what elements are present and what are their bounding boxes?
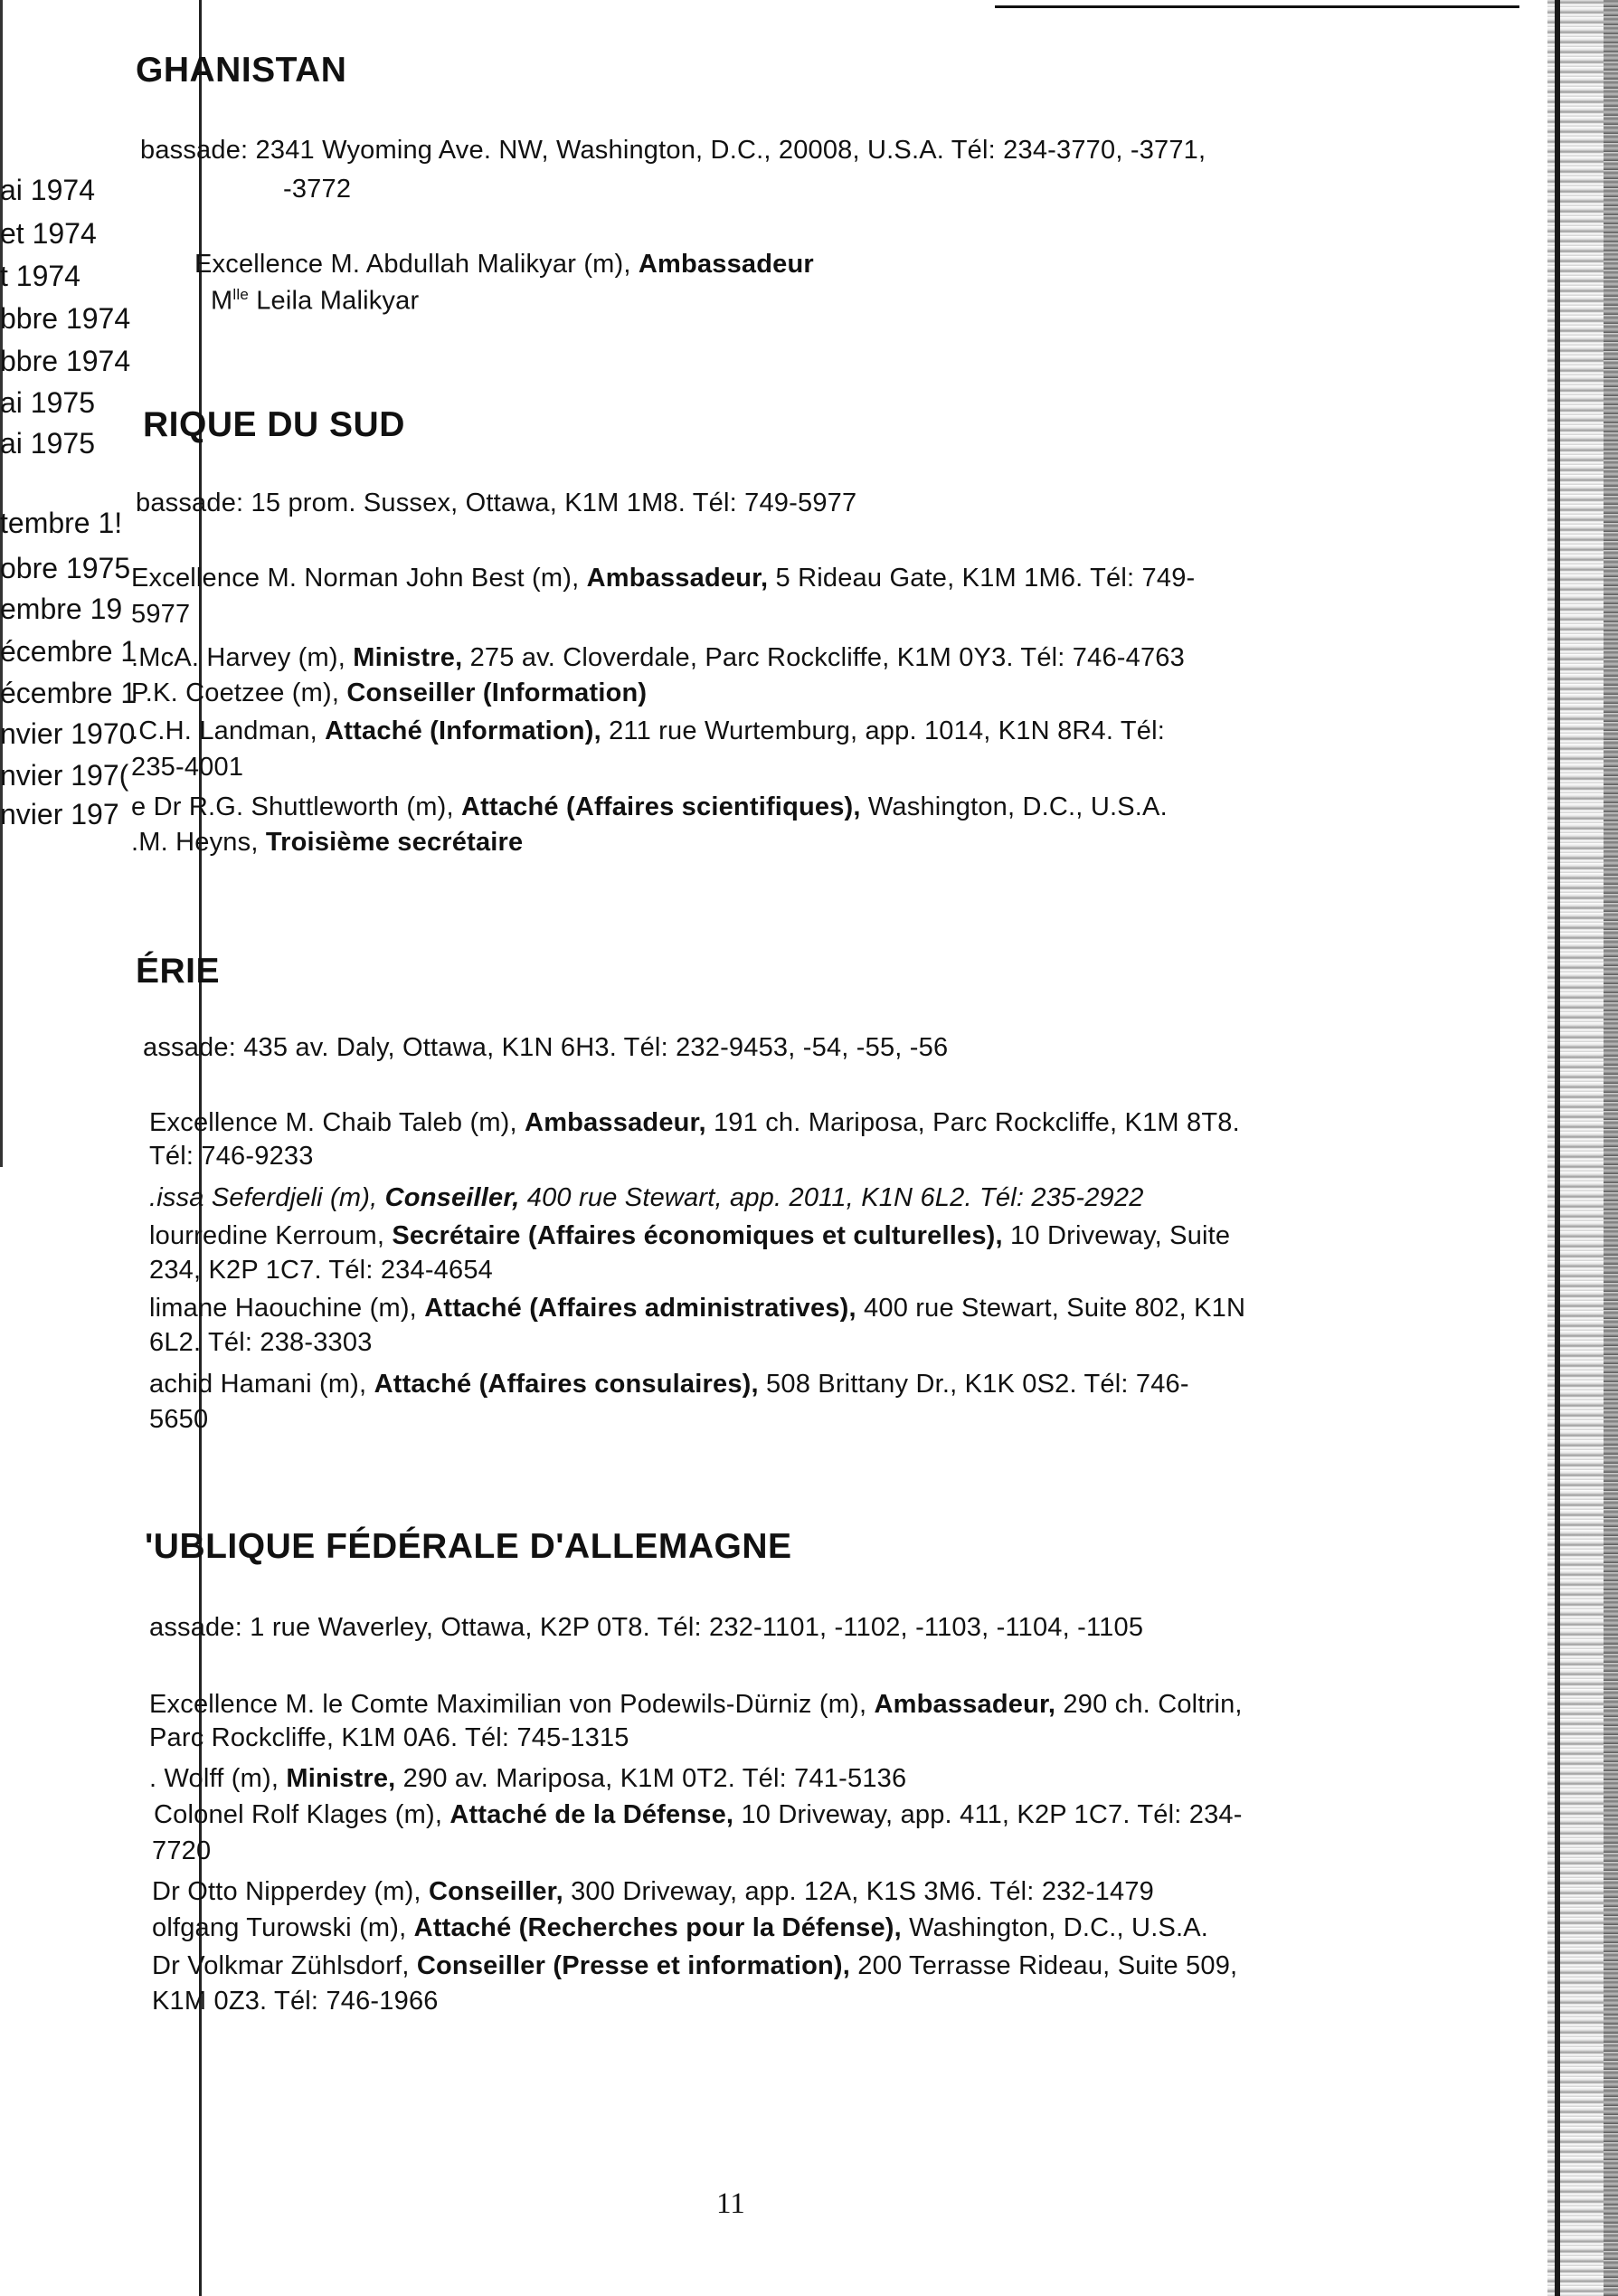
staff-entry-cont: 5977 xyxy=(131,600,191,629)
staff-entry: Excellence M. Abdullah Malikyar (m), Ambassadeur xyxy=(194,250,814,279)
section-heading: RIQUE DU SUD xyxy=(143,405,405,444)
staff-entry-cont: Parc Rockcliffe, K1M 0A6. Tél: 745-1315 xyxy=(149,1723,629,1752)
page-number: 11 xyxy=(716,2187,745,2220)
staff-entry: lourredine Kerroum, Secrétaire (Affaires économiques et culturelles), 10 Driveway, Suite xyxy=(149,1221,1231,1250)
staff-entry: Excellence M. Chaib Taleb (m), Ambassadeur, 191 ch. Mariposa, Parc Rockcliffe, K1M 8T8. xyxy=(149,1108,1240,1137)
staff-entry: limane Haouchine (m), Attaché (Affaires administratives), 400 rue Stewart, Suite 802, K1N xyxy=(149,1294,1246,1323)
date-item: nvier 197 xyxy=(0,798,119,830)
staff-entry: $M^{lle}$ Leila Malikyar xyxy=(211,286,420,316)
staff-entry-cont: 6L2. Tél: 238-3303 xyxy=(149,1328,373,1357)
staff-entry: Colonel Rolf Klages (m), Attaché de la Défense, 10 Driveway, app. 411, K2P 1C7. Tél: 234- xyxy=(154,1800,1243,1829)
date-item: nvier 197( xyxy=(0,759,129,792)
staff-entry: Dr Otto Nipperdey (m), Conseiller, 300 Driveway, app. 12A, K1S 3M6. Tél: 232-1479 xyxy=(152,1877,1154,1906)
staff-entry: olfgang Turowski (m), Attaché (Recherches pour la Défense), Washington, D.C., U.S.A. xyxy=(152,1913,1209,1942)
staff-entry: .C.H. Landman, Attaché (Information), 211 rue Wurtemburg, app. 1014, K1N 8R4. Tél: xyxy=(131,716,1166,745)
embassy-address: bassade: 2341 Wyoming Ave. NW, Washington, D.C., 20008, U.S.A. Tél: 234-3770, -3771, xyxy=(140,136,1206,165)
embassy-phone-cont: -3772 xyxy=(283,175,352,204)
date-item: bbre 1974 xyxy=(0,345,131,377)
date-item: tembre 1! xyxy=(0,507,123,539)
date-item: nvier 1970 xyxy=(0,717,136,750)
embassy-address: bassade: 15 prom. Sussex, Ottawa, K1M 1M8. Tél: 749-5977 xyxy=(136,489,857,517)
date-item: obre 1975 xyxy=(0,552,131,584)
staff-entry: achid Hamani (m), Attaché (Affaires consulaires), 508 Brittany Dr., K1K 0S2. Tél: 746- xyxy=(149,1370,1189,1399)
date-item: ai 1975 xyxy=(0,427,95,460)
date-item: écembre 1 xyxy=(0,635,137,668)
date-item: ai 1974 xyxy=(0,174,95,206)
staff-entry-cont: 235-4001 xyxy=(131,753,244,782)
staff-entry: e Dr R.G. Shuttleworth (m), Attaché (Affaires scientifiques), Washington, D.C., U.S.A. xyxy=(131,792,1168,821)
staff-entry: .issa Seferdjeli (m), Conseiller, 400 rue Stewart, app. 2011, K1N 6L2. Tél: 235-2922 xyxy=(149,1183,1144,1212)
date-item: bbre 1974 xyxy=(0,302,131,335)
staff-entry: P.K. Coetzee (m), Conseiller (Information) xyxy=(131,678,648,707)
staff-entry-cont: 5650 xyxy=(149,1405,209,1434)
section-heading: GHANISTAN xyxy=(136,51,347,90)
staff-entry: Excellence M. le Comte Maximilian von Podewils-Dürniz (m), Ambassadeur, 290 ch. Coltrin, xyxy=(149,1690,1243,1719)
scan-border xyxy=(1547,0,1618,2296)
date-item: écembre 1 xyxy=(0,677,137,709)
top-rule xyxy=(995,5,1519,8)
staff-entry-cont: 234, K2P 1C7. Tél: 234-4654 xyxy=(149,1256,493,1285)
staff-entry: . Wolff (m), Ministre, 290 av. Mariposa, K1M 0T2. Tél: 741-5136 xyxy=(149,1764,907,1793)
staff-entry-cont: Tél: 746-9233 xyxy=(149,1142,314,1171)
staff-entry-cont: K1M 0Z3. Tél: 746-1966 xyxy=(152,1987,439,2016)
embassy-address: assade: 1 rue Waverley, Ottawa, K2P 0T8. Tél: 232-1101, -1102, -1103, -1104, -1105 xyxy=(149,1613,1144,1642)
section-heading: 'UBLIQUE FÉDÉRALE D'ALLEMAGNE xyxy=(145,1527,792,1566)
embassy-address: assade: 435 av. Daly, Ottawa, K1N 6H3. Tél: 232-9453, -54, -55, -56 xyxy=(143,1033,949,1062)
date-item: embre 19 xyxy=(0,593,123,625)
staff-entry: Dr Volkmar Zühlsdorf, Conseiller (Presse et information), 200 Terrasse Rideau, Suite 509, xyxy=(152,1951,1238,1980)
staff-entry: .McA. Harvey (m), Ministre, 275 av. Cloverdale, Parc Rockcliffe, K1M 0Y3. Tél: 746-4763 xyxy=(131,643,1185,672)
date-item: t 1974 xyxy=(0,260,80,292)
date-item: et 1974 xyxy=(0,217,97,250)
date-item: ai 1975 xyxy=(0,386,95,419)
staff-entry: .M. Heyns, Troisième secrétaire xyxy=(131,828,524,857)
staff-entry-cont: 7720 xyxy=(152,1836,212,1865)
staff-entry: Excellence M. Norman John Best (m), Ambassadeur, 5 Rideau Gate, K1M 1M6. Tél: 749- xyxy=(131,564,1196,593)
section-heading: ÉRIE xyxy=(136,952,221,991)
